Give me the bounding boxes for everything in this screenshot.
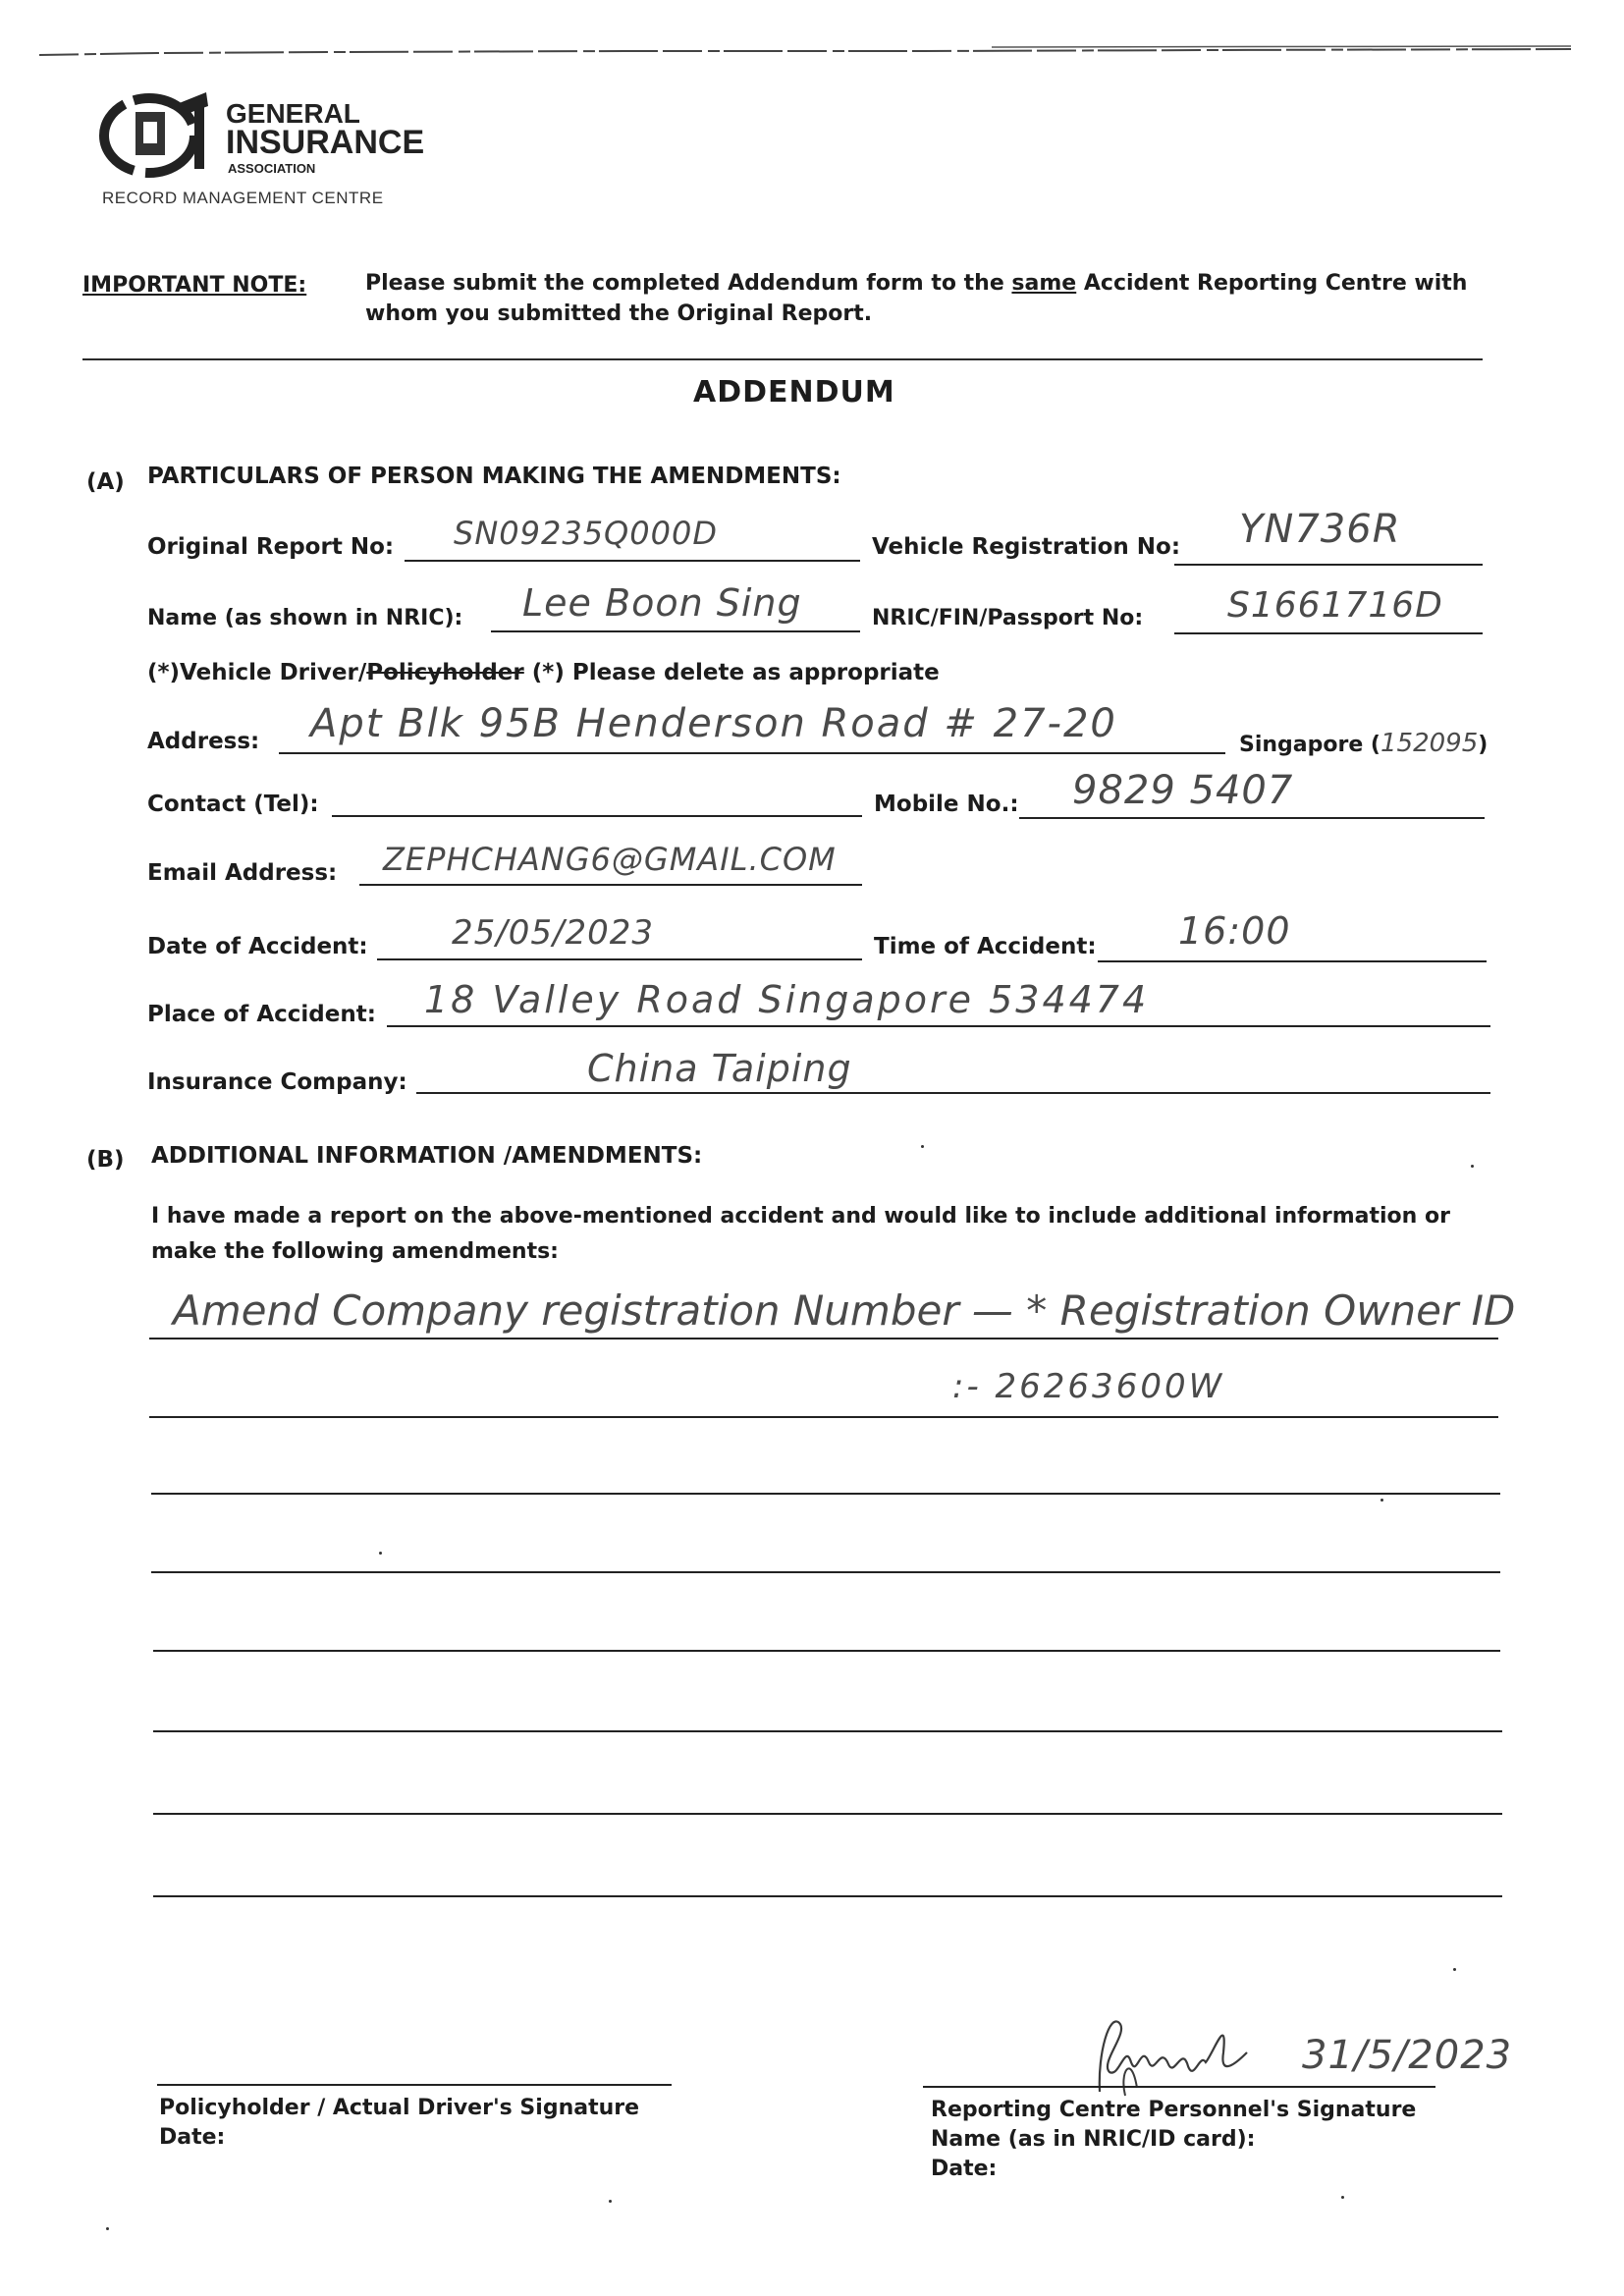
nric-line — [1174, 632, 1483, 634]
amendment-line-1 — [149, 1338, 1498, 1339]
scan-speck — [106, 2227, 109, 2230]
singapore-close: ) — [1478, 733, 1489, 757]
amendment-line2-value: :- 26263600W — [952, 1367, 1225, 1406]
right-signature-date: Date: — [931, 2157, 998, 2181]
note-text-before: Please submit the completed Addendum form to the — [365, 271, 1012, 296]
scan-speck — [921, 1145, 924, 1148]
date-of-accident-value: 25/05/2023 — [452, 913, 654, 953]
name-line — [491, 630, 860, 632]
postal-value: 152095 — [1380, 729, 1479, 758]
header-divider — [82, 358, 1483, 360]
contact-line — [332, 815, 862, 817]
section-b-intro-line1: I have made a report on the above-mentioned accident and would like to include additional information or — [151, 1204, 1450, 1229]
section-b-heading: ADDITIONAL INFORMATION /AMENDMENTS: — [151, 1143, 703, 1169]
amendment-line-3 — [151, 1493, 1500, 1495]
important-note-text — [365, 271, 1467, 296]
important-note-label: IMPORTANT NOTE: — [82, 273, 307, 298]
mobile-label: Mobile No.: — [874, 792, 1019, 817]
vehicle-reg-value: YN736R — [1239, 507, 1401, 552]
page-title: ADDENDUM — [693, 375, 895, 410]
left-signature-date: Date: — [159, 2125, 226, 2150]
right-signed-date-value: 31/5/2023 — [1302, 2033, 1513, 2078]
scan-speck — [1380, 1499, 1383, 1502]
address-label: Address: — [147, 729, 260, 754]
scan-edge-line — [39, 49, 1571, 55]
amendment-line-7 — [153, 1813, 1502, 1815]
time-of-accident-label: Time of Accident: — [874, 934, 1097, 959]
gia-emblem-icon — [98, 84, 226, 183]
date-of-accident-label: Date of Accident: — [147, 934, 368, 959]
date-of-accident-line — [377, 958, 862, 960]
logo-line-insurance: INSURANCE — [226, 124, 425, 161]
original-report-label: Original Report No: — [147, 534, 395, 560]
email-line — [359, 884, 862, 886]
nric-label: NRIC/FIN/Passport No: — [872, 606, 1144, 630]
mobile-line — [1019, 817, 1485, 819]
left-signature-title: Policyholder / Actual Driver's Signature — [159, 2096, 640, 2120]
section-a-heading: PARTICULARS OF PERSON MAKING THE AMENDMENTS: — [147, 464, 841, 489]
right-signature-name: Name (as in NRIC/ID card): — [931, 2127, 1256, 2152]
place-of-accident-value: 18 Valley Road Singapore 534474 — [424, 978, 1150, 1021]
logo-line-general: GENERAL — [226, 98, 360, 129]
scan-speck — [1471, 1165, 1474, 1168]
logo-line-association: ASSOCIATION — [228, 161, 316, 176]
address-value: Apt Blk 95B Henderson Road # 27-20 — [310, 701, 1117, 746]
original-report-line — [405, 560, 860, 562]
insurance-company-label: Insurance Company: — [147, 1069, 407, 1095]
contact-label: Contact (Tel): — [147, 792, 319, 817]
time-of-accident-line — [1098, 960, 1487, 962]
role-prefix: (*)Vehicle Driver/ — [147, 660, 367, 685]
section-b-intro-line2: make the following amendments: — [151, 1239, 559, 1264]
role-line — [147, 660, 940, 685]
section-a-marker: (A) — [86, 469, 125, 495]
singapore-label: Singapore ( — [1239, 733, 1380, 757]
scan-speck — [379, 1552, 382, 1555]
left-signature-line — [157, 2084, 672, 2086]
vehicle-reg-label: Vehicle Registration No: — [872, 534, 1181, 560]
gia-logo — [98, 84, 425, 212]
amendment-line-6 — [153, 1730, 1502, 1732]
email-label: Email Address: — [147, 860, 338, 886]
logo-subtitle: RECORD MANAGEMENT CENTRE — [102, 189, 384, 207]
right-signature-line — [923, 2086, 1435, 2088]
note-text-after: Accident Reporting Centre with — [1076, 271, 1468, 296]
scan-speck — [1453, 1968, 1456, 1971]
right-signature-title: Reporting Centre Personnel's Signature — [931, 2098, 1417, 2122]
section-b-marker: (B) — [86, 1147, 125, 1173]
email-value: ZEPHCHANG6@GMAIL.COM — [383, 841, 837, 878]
vehicle-reg-line — [1174, 564, 1483, 566]
amendment-line-4 — [151, 1571, 1500, 1573]
place-of-accident-label: Place of Accident: — [147, 1002, 376, 1027]
role-struck: Policyholder — [366, 660, 524, 685]
singapore-postal — [1239, 729, 1488, 758]
note-text-emph: same — [1011, 271, 1077, 296]
time-of-accident-value: 16:00 — [1178, 909, 1291, 953]
important-note-line2: whom you submitted the Original Report. — [365, 301, 873, 326]
insurance-company-line — [416, 1092, 1490, 1094]
scan-speck — [609, 2200, 612, 2203]
role-suffix: (*) Please delete as appropriate — [523, 660, 940, 685]
name-label: Name (as shown in NRIC): — [147, 606, 463, 630]
original-report-value: SN09235Q000D — [454, 515, 718, 552]
amendment-line1-value: Amend Company registration Number — * Registration Owner ID — [173, 1286, 1516, 1335]
amendment-line-2 — [149, 1416, 1498, 1418]
scan-speck — [1341, 2196, 1344, 2199]
amendment-line-8 — [153, 1895, 1502, 1897]
insurance-company-value: China Taiping — [587, 1047, 852, 1090]
mobile-value: 9829 5407 — [1072, 768, 1294, 813]
amendment-line-5 — [153, 1650, 1500, 1652]
nric-value: S1661716D — [1227, 585, 1443, 626]
place-of-accident-line — [387, 1025, 1490, 1027]
address-line — [279, 752, 1225, 754]
name-value: Lee Boon Sing — [522, 581, 802, 625]
